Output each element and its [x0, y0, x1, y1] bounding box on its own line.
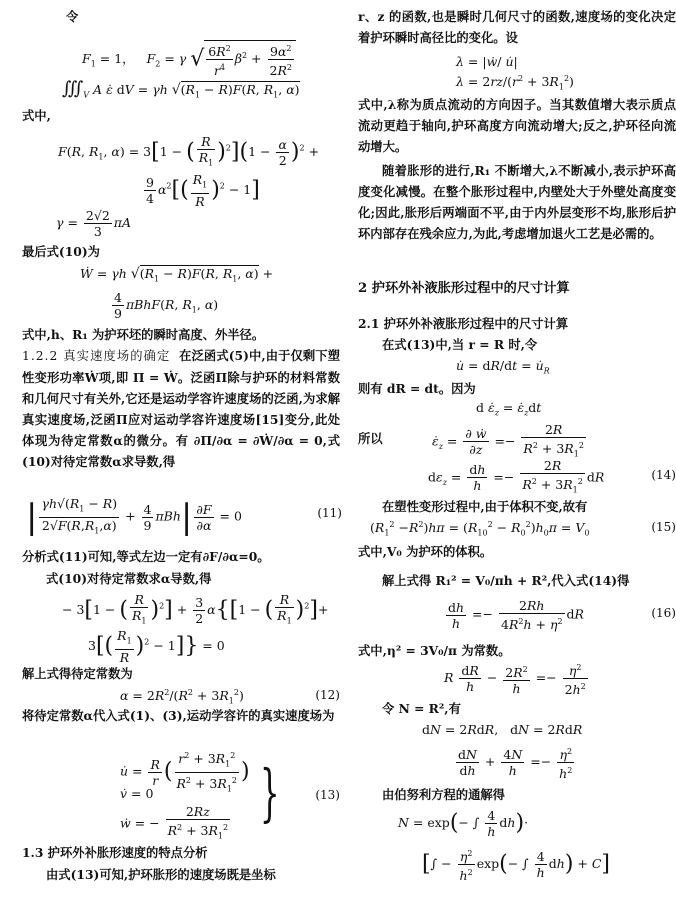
- equation-lambda-2: $\lambda = 2rz/(r^2 + 3R_1^2)$: [456, 74, 574, 92]
- equation-number-15: (15): [651, 520, 676, 534]
- text-analysis-eq11: 分析式(11)可知,等式左边一定有∂F/∂α=0。: [22, 549, 270, 564]
- equation-ode: $\frac{dN}{dh}$ + $\frac{4N}{h}$ =− $\frac{\eta^2}{h^2}$: [454, 744, 676, 781]
- equation-16: $\frac{dh}{h}$ =− $\frac{2Rh}{4R^2h + \eta^2}$ dR (16): [448, 598, 676, 633]
- equation-14: $d\varepsilon_z$ = $\frac{dh}{h}$ =− $\frac{2R}{R^2 + 3R_1^2}$ dR (14): [428, 458, 676, 495]
- equation-volume-integral: $∭_V$ A ε̇ dV = γh $√(R_1 - R)F(R$, $R_1$, α): [62, 78, 300, 100]
- text-volume-constant: 在塑性变形过程中,由于体积不变,故有: [382, 499, 588, 514]
- equation-number-14: (14): [651, 468, 676, 482]
- section-1-3-title: 1.3 护环外补胀形速度的特点分析: [22, 845, 208, 860]
- text-h-R1-def: 式中,h、R₁ 为护环坯的瞬时高度、外半径。: [22, 327, 265, 342]
- equation-W-line2: $\frac{4}{9}$ πBhF(R, $R_1$, α): [114, 290, 219, 321]
- equation-R-dR: R $\frac{dR}{h}$ − $\frac{2R^2}{h}$ =− $\frac{\eta^2}{2h^2}$: [444, 660, 676, 697]
- equation-dN: dN = 2RdR, dN = 2RdR: [422, 722, 583, 737]
- equation-dalpha-line1: − 3[1 − ( $\frac{R}{R_1}$ )$^2$] + $\frac{3}{2}$ α{[1 − ( $\frac{R}{R_1}$ )$^2$]+: [62, 592, 329, 626]
- equation-F1-F2: $F_1 = 1$， $F_2 = \gamma$ √ $\frac{6R^2}{r^4}$ $\beta^2$ + $\frac{9\alpha^2}{2R^2}$: [82, 40, 342, 78]
- text-derivative-eq10: 式(10)对待定常数求α导数,得: [46, 571, 212, 586]
- equation-number-16: (16): [651, 606, 676, 620]
- brace-icon: }: [259, 756, 280, 829]
- equation-F-line1: F(R, $R_1$, α) = 3[1 − ( $\frac{R}{R_1}$ )$^2$](1 − $\frac{\alpha}{2}$ )$^2$ +: [58, 134, 320, 168]
- equation-W-line1: Ẇ = γh $√(R_1 - R)F(R$, $R_1$, α) +: [80, 266, 274, 284]
- equation-15: $(R_1^2 -R^2)h\pi = (R_{10}^2 - R_0^2)h_0\pi = V_0$ (15): [370, 520, 676, 538]
- section-1-2-2: [22, 345, 340, 469]
- text-solve-R1: 解上式得 R₁² = V₀/πh + R²,代入式(14)得: [382, 573, 630, 588]
- text-rz-function: r、z 的函数,也是瞬时几何尺寸的函数,速度场的变化决定着护环瞬时高径比的变化。设: [358, 9, 676, 45]
- text-expansion-process: 随着胀形的进行,R₁ 不断增大,λ不断减小,表示护环高度变化减慢。在整个胀形过程中,内壁处大于外壁处高度变化;因此,胀形后两端面不平,由于内外层变形不均,胀形后护环内部存在残余应力,为此,考虑增加退火工艺是必需的。: [358, 163, 676, 241]
- equation-11: | $\frac{\gamma h√(R_1 - R)}{2√F(R,R_1,\alpha)}$ + $\frac{4}{9}$ πBh| $\frac{\partial F}{\partial\alpha}$ = 0 (11): [26, 496, 342, 537]
- section-1-2-2-body: 在泛函式(5)中,由于仅剩下塑性变形功率Ẇ项,即 Π = Ẇ。泛函Π除与护环的材料常数和几何尺寸有关外,它还是运动学容许速度场的泛函,为求解真实速度场,泛函Π应对运动学容许速度场[15]变分,此处体现为待定常数α的微分。有 ∂Π/∂α = ∂Ẇ/∂α = 0,式(10)对待定常数α求导数,得: [22, 348, 340, 469]
- text-suoyi: 所以: [358, 431, 383, 446]
- text-lambda-def: 式中,λ称为质点流动的方向因子。当其数值增大表示质点流动更趋于轴向,护环高度方向流动增大;反之,护环径向流动增大。: [358, 97, 676, 154]
- text-let-N: 令 N = R²,有: [382, 701, 461, 716]
- section-1-2-2-title: 1.2.2 真实速度场的确定: [22, 349, 171, 363]
- equation-12: $\alpha = 2R^2/(R^2 + 3R_1^2)$ (12): [120, 688, 340, 706]
- text-solve-constant: 解上式得待定常数为: [22, 666, 133, 681]
- text-shizhong-1: 式中,: [22, 108, 51, 123]
- section-2-title: 2 护环外补液胀形过程中的尺寸计算: [358, 281, 570, 296]
- equation-number-13: (13): [315, 788, 340, 802]
- equation-gamma: γ = $\frac{2√2}{3}$ πA: [56, 208, 132, 239]
- section-2-1-title: 2.1 护环外补液胀形过程中的尺寸计算: [358, 316, 569, 331]
- text-substitute-alpha: 将待定常数α代入式(1)、(3),运动学容许的真实速度场为: [22, 708, 335, 723]
- equation-dalpha-line2: 3[( $\frac{R_1}{R}$ )$^2$ − 1]} = 0: [88, 628, 225, 665]
- text-dR-dt: 则有 dR = dt。因为: [358, 381, 476, 396]
- section-1-3-body: 由式(13)可知,护环胀形的速度场既是坐标: [46, 867, 276, 882]
- equation-13: u̇ = $\frac{R}{r}$ ( $\frac{r^2 + 3R_1^2}{R^2 + 3R_1^2}$ ) v̇ = 0 ẇ = − $\frac{2Rz}{R^2 + 3R_1^2}$ } (13): [120, 748, 340, 844]
- equation-solution-line1: N = exp(− ∫ $\frac{4}{h}$ dh)·: [398, 808, 529, 839]
- text-eta-def: 式中,η² = 3V₀/π 为常数。: [358, 643, 511, 658]
- equation-uR: u̇ = $dR/dt = u̇_R$: [456, 358, 550, 376]
- equation-lambda-1: λ = |ẇ/ u̇|: [456, 54, 518, 69]
- text-ling: 令: [66, 9, 79, 24]
- text-final-eq10: 最后式(10)为: [22, 244, 100, 259]
- text-V0-def: 式中,V₀ 为护环的体积。: [358, 544, 493, 559]
- equation-dez: d $\varepsiloṅ_z$ = $\varepsiloṅ_zdt$: [476, 400, 542, 418]
- text-bernoulli: 由伯努利方程的通解得: [382, 787, 505, 802]
- equation-number-11: (11): [317, 506, 342, 520]
- equation-solution-line2: [∫ − $\frac{\eta^2}{h^2}$ exp(− ∫ $\frac{4}{h}$ dh) + C]: [422, 846, 676, 883]
- equation-F-line2: $\frac{9}{4}$ $\alpha^2$[( $\frac{R_1}{R}$ )$^2$ − 1]: [146, 172, 260, 209]
- equation-number-12: (12): [315, 688, 340, 702]
- text-r-equals-R: 在式(13)中,当 r = R 时,令: [382, 337, 538, 352]
- equation-ez: $\varepsiloṅ_z$ = $\frac{\text{∂ ẇ}}{\partial z}$ =− $\frac{2R}{R^2 + 3R_1^2}$: [432, 422, 584, 459]
